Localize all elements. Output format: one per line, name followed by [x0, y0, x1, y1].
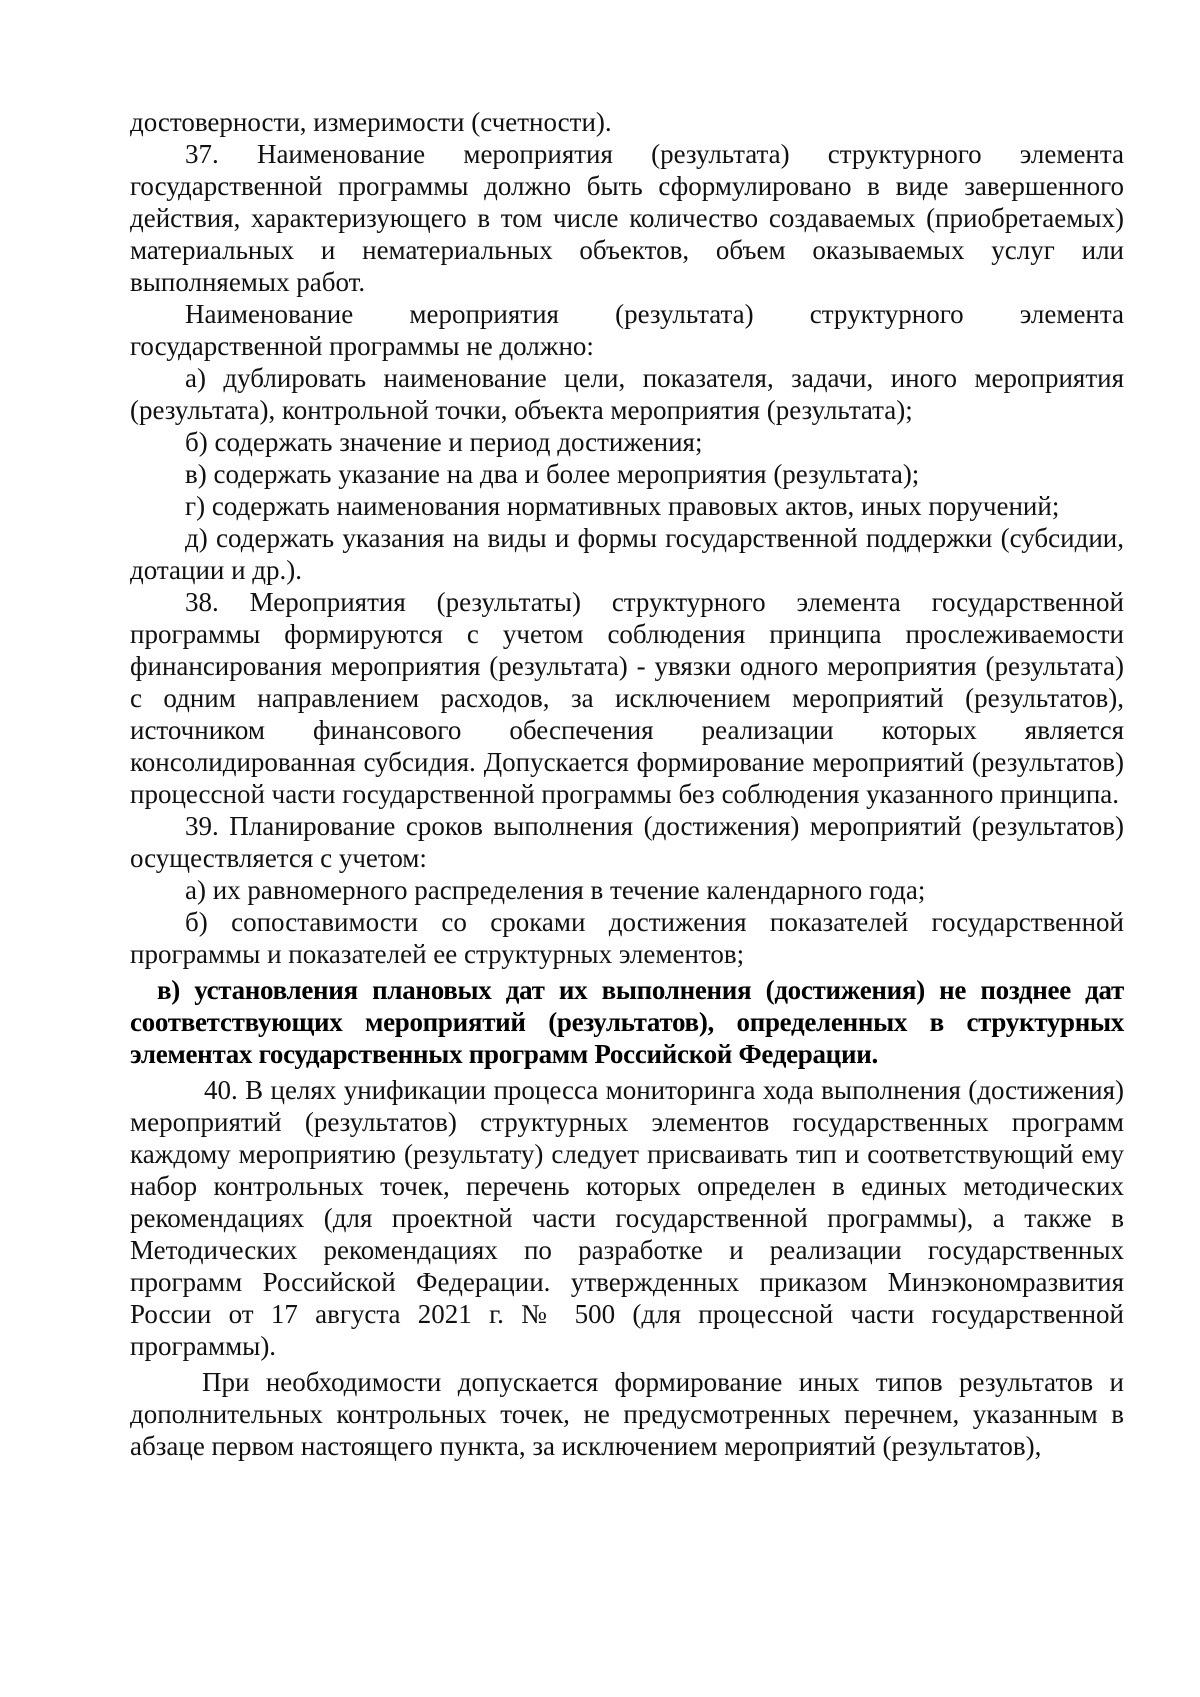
paragraph-item-38: 38. Мероприятия (результаты) структурного элемента государственной программы формируются с учетом соблюдения принципа прослеживаемости финансирования мероприятия (результата) - увязки одного мероприятия (результата) с одним направлением расходов, за исключением мероприятий (результатов), источником финансового обеспечения реализации которых является консолидированная субсидия. Допускается формирование мероприятий (результатов) процессной части государственной программы без соблюдения указанного принципа.	[130, 587, 1124, 809]
list-item-g: г) содержать наименования нормативных правовых актов, иных поручений;	[185, 491, 1060, 521]
paragraph-continuation: достоверности, измеримости (счетности).	[130, 107, 612, 137]
list-item-d: д) содержать указания на виды и формы государственной поддержки (субсидии, дотации и др.).	[130, 523, 1124, 585]
paragraph-item-40: 40. В целях унификации процесса мониторинга хода выполнения (достижения) мероприятий (результатов) структурных элементов государственных программ каждому мероприятию (результату) следует присваивать тип и соответствующий ему набор контрольных точек, перечень которых определен в единых методических рекомендациях (для проектной части государственной программы), а также в Методических рекомендациях по разработке и реализации государственных программ Российской Федерации. утвержденных приказом Минэкономразвития России от 17 августа 2021 г. № 500 (для процессной части государственной программы).	[130, 1075, 1124, 1361]
paragraph-additional-types: При необходимости допускается формирование иных типов результатов и дополнительных контрольных точек, не предусмотренных перечнем, указанным в абзаце первом настоящего пункта, за исключением мероприятий (результатов),	[130, 1367, 1124, 1461]
list-item-39-v-bold: в) установления плановых дат их выполнения (достижения) не позднее дат соответствующих мероприятий (результатов), определенных в структурных элементах государственных программ Российской Федерации.	[130, 975, 1124, 1069]
list-item-39-a: а) их равномерного распределения в течение календарного года;	[185, 875, 926, 905]
list-item-a: а) дублировать наименование цели, показателя, задачи, иного мероприятия (результата), контрольной точки, объекта мероприятия (результата);	[130, 363, 1124, 425]
list-item-v: в) содержать указание на два и более мероприятия (результата);	[185, 459, 920, 489]
paragraph-item-37: 37. Наименование мероприятия (результата) структурного элемента государственной программы должно быть сформулировано в виде завершенного действия, характеризующего в том числе количество создаваемых (приобретаемых) материальных и нематериальных объектов, объем оказываемых услуг или выполняемых работ.	[130, 139, 1124, 297]
list-item-39-b: б) сопоставимости со сроками достижения показателей государственной программы и показателей ее структурных элементов;	[130, 907, 1124, 969]
list-item-b: б) содержать значение и период достижения;	[185, 427, 703, 457]
paragraph-name-requirements: Наименование мероприятия (результата) структурного элемента государственной программы не должно:	[130, 299, 1124, 361]
document-page	[130, 106, 1124, 1462]
paragraph-item-39: 39. Планирование сроков выполнения (достижения) мероприятий (результатов) осуществляется с учетом:	[130, 811, 1124, 873]
